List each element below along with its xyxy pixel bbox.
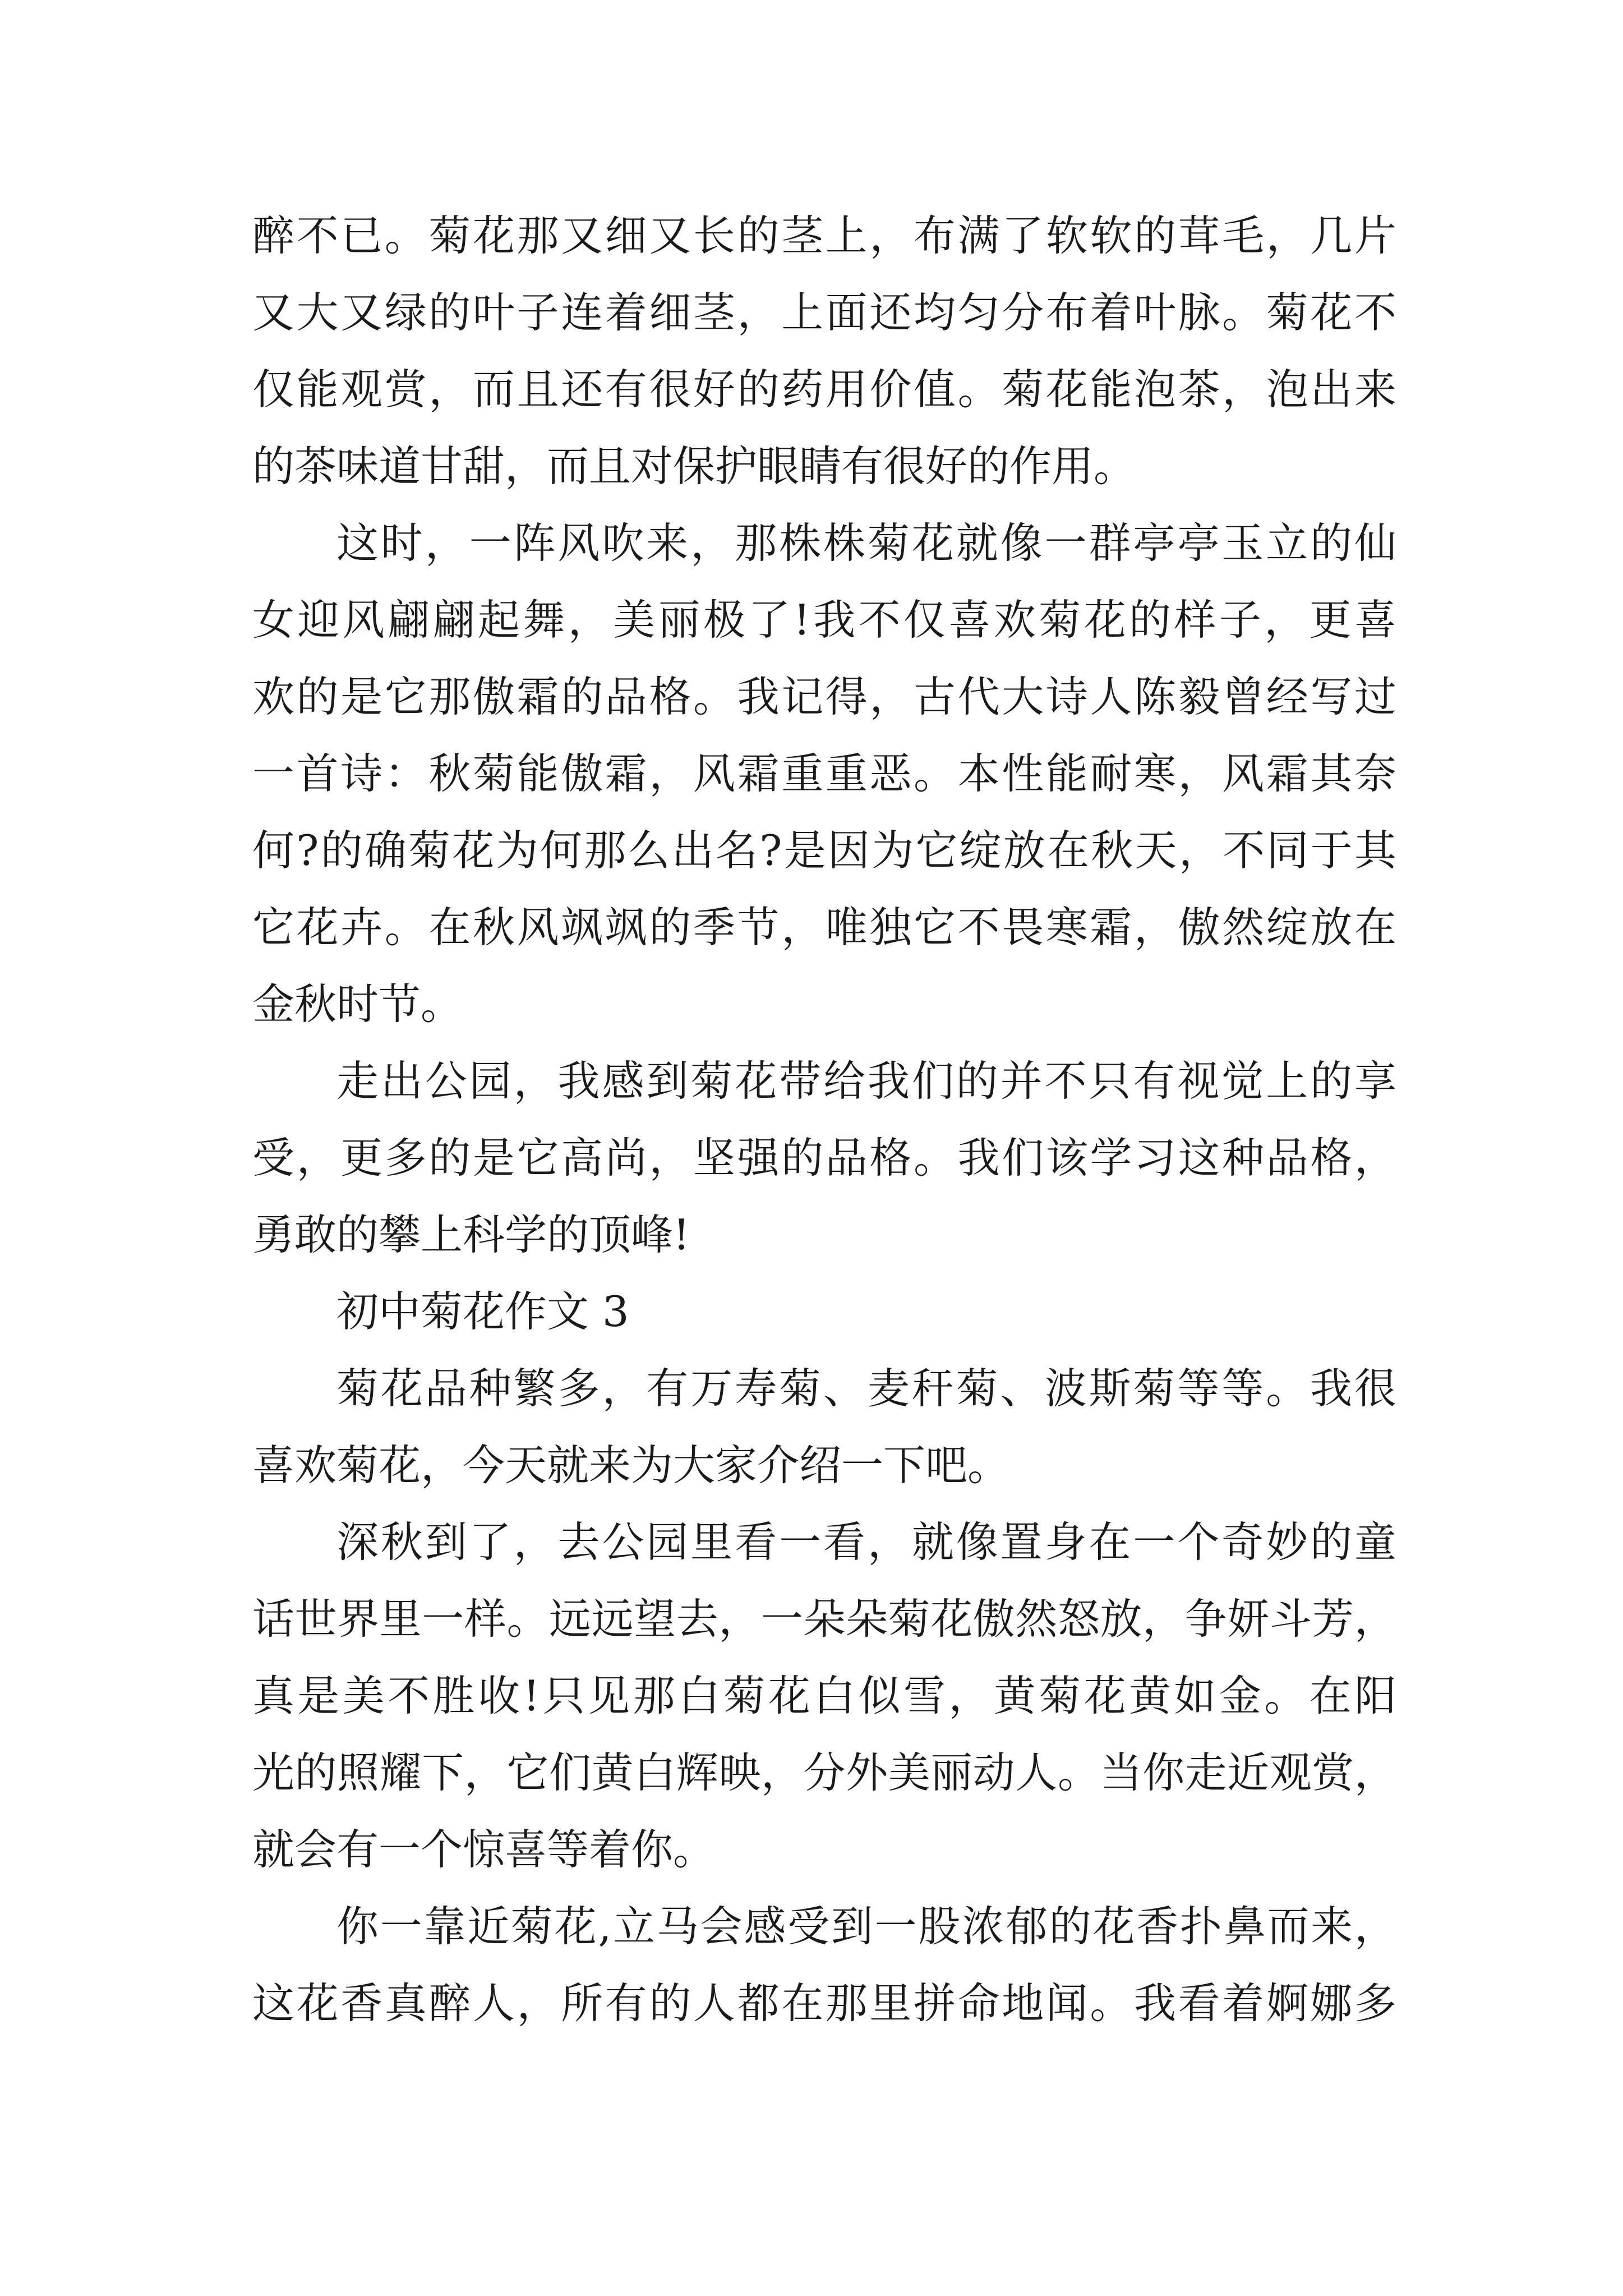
text-line: 金秋时节。 bbox=[252, 979, 463, 1029]
paragraph-first-line: 菊花品种繁多，有万寿菊、麦秆菊、波斯菊等等。我很 bbox=[336, 1364, 1396, 1413]
essay-body bbox=[252, 197, 1396, 2042]
text-line: 喜欢菊花，今天就来为大家介绍一下吧。 bbox=[252, 1441, 1010, 1490]
text-line: 欢的是它那傲霜的品格。我记得，古代大诗人陈毅曾经写过 bbox=[252, 672, 1396, 721]
text-line: 何?的确菊花为何那么出名?是因为它绽放在秋天，不同于其 bbox=[252, 826, 1396, 875]
text-line: 女迎风翩翩起舞，美丽极了!我不仅喜欢菊花的样子，更喜 bbox=[252, 595, 1396, 645]
paragraph-first-line: 你一靠近菊花,立马会感受到一股浓郁的花香扑鼻而来， bbox=[336, 1902, 1396, 1951]
text-line: 受，更多的是它高尚，坚强的品格。我们该学习这种品格， bbox=[252, 1133, 1396, 1182]
text-line: 就会有一个惊喜等着你。 bbox=[252, 1825, 716, 1874]
paragraph-first-line: 深秋到了，去公园里看一看，就像置身在一个奇妙的童 bbox=[336, 1517, 1396, 1567]
text-line: 的茶味道甘甜，而且对保护眼睛有很好的作用。 bbox=[252, 441, 1136, 491]
text-line: 醉不已。菊花那又细又长的茎上，布满了软软的茸毛，几片 bbox=[252, 211, 1396, 260]
text-line: 它花卉。在秋风飒飒的季节，唯独它不畏寒霜，傲然绽放在 bbox=[252, 903, 1396, 952]
essay-heading: 初中菊花作文 3 bbox=[336, 1287, 629, 1336]
text-line: 这花香真醉人，所有的人都在那里拼命地闻。我看着婀娜多 bbox=[252, 1978, 1396, 2028]
text-line: 光的照耀下，它们黄白辉映，分外美丽动人。当你走近观赏， bbox=[252, 1748, 1396, 1797]
text-line: 话世界里一样。远远望去，一朵朵菊花傲然怒放，争妍斗芳， bbox=[252, 1594, 1396, 1644]
paragraph-first-line: 走出公园，我感到菊花带给我们的并不只有视觉上的享 bbox=[336, 1056, 1396, 1106]
paragraph-first-line: 这时，一阵风吹来，那株株菊花就像一群亭亭玉立的仙 bbox=[336, 518, 1396, 568]
text-line: 真是美不胜收!只见那白菊花白似雪，黄菊花黄如金。在阳 bbox=[252, 1671, 1396, 1720]
text-line: 勇敢的攀上科学的顶峰! bbox=[252, 1210, 690, 1259]
text-line: 一首诗：秋菊能傲霜，风霜重重恶。本性能耐寒，风霜其奈 bbox=[252, 749, 1396, 798]
text-line: 仅能观赏，而且还有很好的药用价值。菊花能泡茶，泡出来 bbox=[252, 365, 1396, 414]
text-line: 又大又绿的叶子连着细茎，上面还均匀分布着叶脉。菊花不 bbox=[252, 288, 1396, 337]
